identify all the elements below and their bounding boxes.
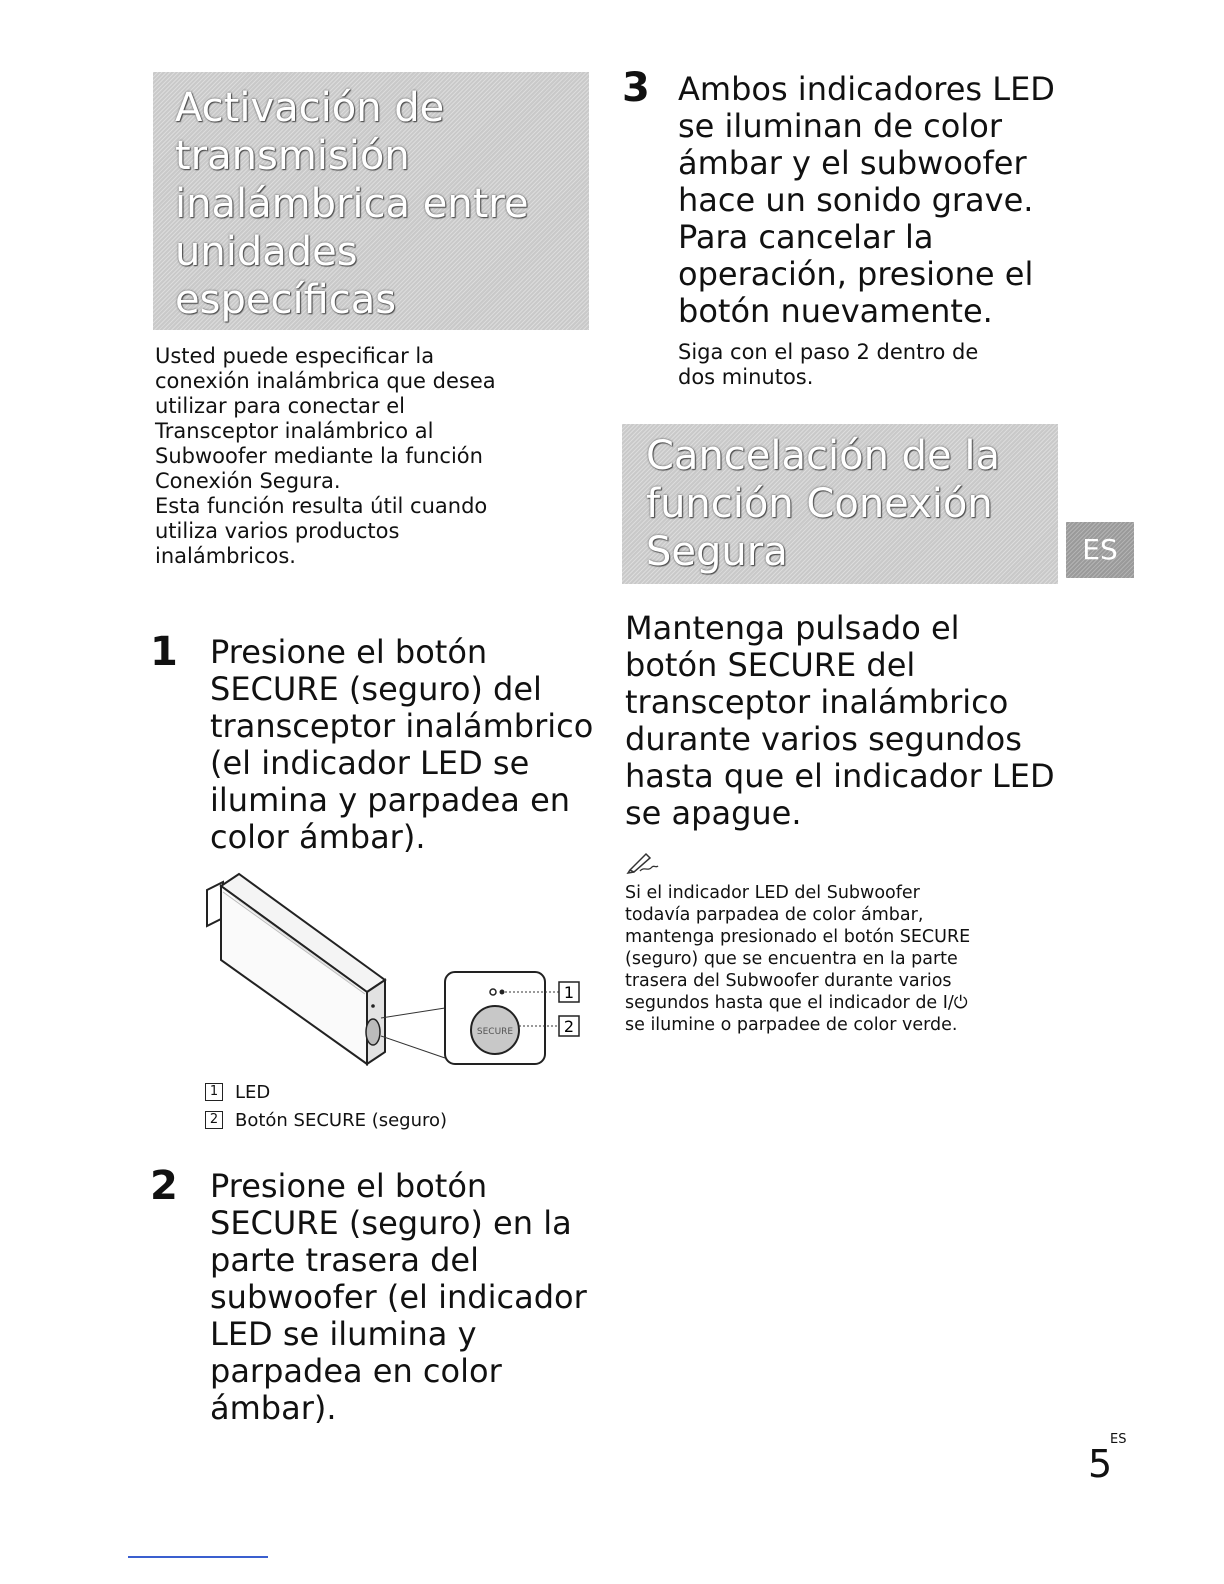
section1-heading-box [153, 72, 589, 330]
note-line: se ilumine o parpadee de color verde. [625, 1015, 958, 1035]
step1-number: 1 [150, 629, 178, 675]
step3-line: Ambos indicadores LED [678, 70, 1055, 108]
section2-heading-box [622, 424, 1058, 584]
step3-line: ámbar y el subwoofer [678, 144, 1027, 182]
instruction-line: botón SECURE del [625, 646, 916, 684]
legend-label: LED [235, 1081, 271, 1103]
intro-line: inalámbricos. [155, 544, 296, 568]
callout-1-number: 1 [563, 983, 575, 1002]
step3-line: operación, presione el [678, 255, 1034, 293]
note-line: mantenga presionado el botón SECURE [625, 927, 971, 947]
footer-rule [128, 1556, 268, 1558]
step1-line: Presione el botón [210, 633, 488, 671]
step3-sub-line: dos minutos. [678, 365, 814, 389]
step3-line: Para cancelar la [678, 218, 934, 256]
step3-number: 3 [622, 65, 650, 111]
section1-intro [155, 344, 595, 569]
instruction-line: durante varios segundos [625, 720, 1022, 758]
intro-line: conexión inalámbrica que desea [155, 369, 496, 393]
instruction-line: hasta que el indicador LED [625, 757, 1055, 795]
step2-line: LED se ilumina y [210, 1315, 477, 1353]
callout-2-number: 2 [563, 1017, 575, 1036]
step1-line: SECURE (seguro) del [210, 670, 542, 708]
step3-line: hace un sonido grave. [678, 181, 1034, 219]
section2-title-line: función Conexión [646, 481, 993, 527]
pencil-note-icon [626, 850, 660, 874]
intro-line: Conexión Segura. [155, 469, 341, 493]
step2-line: SECURE (seguro) en la [210, 1204, 572, 1242]
note-line: todavía parpadea de color ámbar, [625, 905, 924, 925]
section1-title-line: Activación de [175, 85, 445, 131]
step2-number: 2 [150, 1163, 178, 1209]
legend-item [205, 1078, 447, 1106]
step1-line: transceptor inalámbrico [210, 707, 594, 745]
step2-line: ámbar). [210, 1389, 337, 1427]
section1-title-line: transmisión [175, 133, 410, 179]
note-line: (seguro) que se encuentra en la parte [625, 949, 958, 969]
section2-title-line: Segura [646, 529, 788, 575]
step2-line: Presione el botón [210, 1167, 488, 1205]
intro-line: utilizar para conectar el [155, 394, 405, 418]
step1-text [210, 634, 610, 856]
step2-line: parpadea en color [210, 1352, 502, 1390]
step2-line: parte trasera del [210, 1241, 479, 1279]
instruction-line: Mantenga pulsado el [625, 609, 960, 647]
step3-line: se iluminan de color [678, 107, 1002, 145]
intro-line: Esta función resulta útil cuando [155, 494, 488, 518]
step3-line: botón nuevamente. [678, 292, 993, 330]
note-line: Si el indicador LED del Subwoofer [625, 883, 920, 903]
transceiver-figure [195, 868, 595, 1078]
section2-note [625, 882, 1065, 1036]
step1-line: color ámbar). [210, 818, 426, 856]
step1-line: (el indicador LED se [210, 744, 530, 782]
instruction-line: se apague. [625, 794, 802, 832]
intro-line: Subwoofer mediante la función [155, 444, 483, 468]
section2-title-line: Cancelación de la [646, 433, 1001, 479]
section1-title [175, 84, 529, 324]
step3-sub-line: Siga con el paso 2 dentro de [678, 340, 979, 364]
section2-title [646, 432, 1000, 576]
intro-line: utiliza varios productos [155, 519, 400, 543]
intro-line: Transceptor inalámbrico al [155, 419, 434, 443]
figure-legend [205, 1078, 447, 1134]
language-tab [1066, 522, 1134, 578]
section1-title-line: unidades [175, 229, 358, 275]
step3-subtext [678, 340, 1078, 390]
instruction-line: transceptor inalámbrico [625, 683, 1009, 721]
section1-title-line: inalámbrica entre [175, 181, 529, 227]
device-button-label: SECURE [476, 1027, 514, 1037]
step1-line: ilumina y parpadea en [210, 781, 571, 819]
legend-number-box: 2 [205, 1111, 223, 1129]
section2-instruction [625, 610, 1065, 832]
note-line: trasera del Subwoofer durante varios [625, 971, 952, 991]
section1-title-line: específicas [175, 277, 397, 323]
step3-text [678, 71, 1098, 330]
note-line: segundos hasta que el indicador de I/⏻ [625, 993, 968, 1013]
step2-text [210, 1168, 610, 1427]
step2-line: subwoofer (el indicador [210, 1278, 587, 1316]
legend-item [205, 1106, 447, 1134]
language-tab-label: ES [1082, 533, 1118, 566]
legend-label: Botón SECURE (seguro) [235, 1109, 448, 1131]
page-number-value: 5 [1088, 1442, 1113, 1486]
page-number-suffix: ES [1110, 1432, 1127, 1447]
intro-line: Usted puede especificar la [155, 344, 435, 368]
legend-number-box: 1 [205, 1083, 223, 1101]
